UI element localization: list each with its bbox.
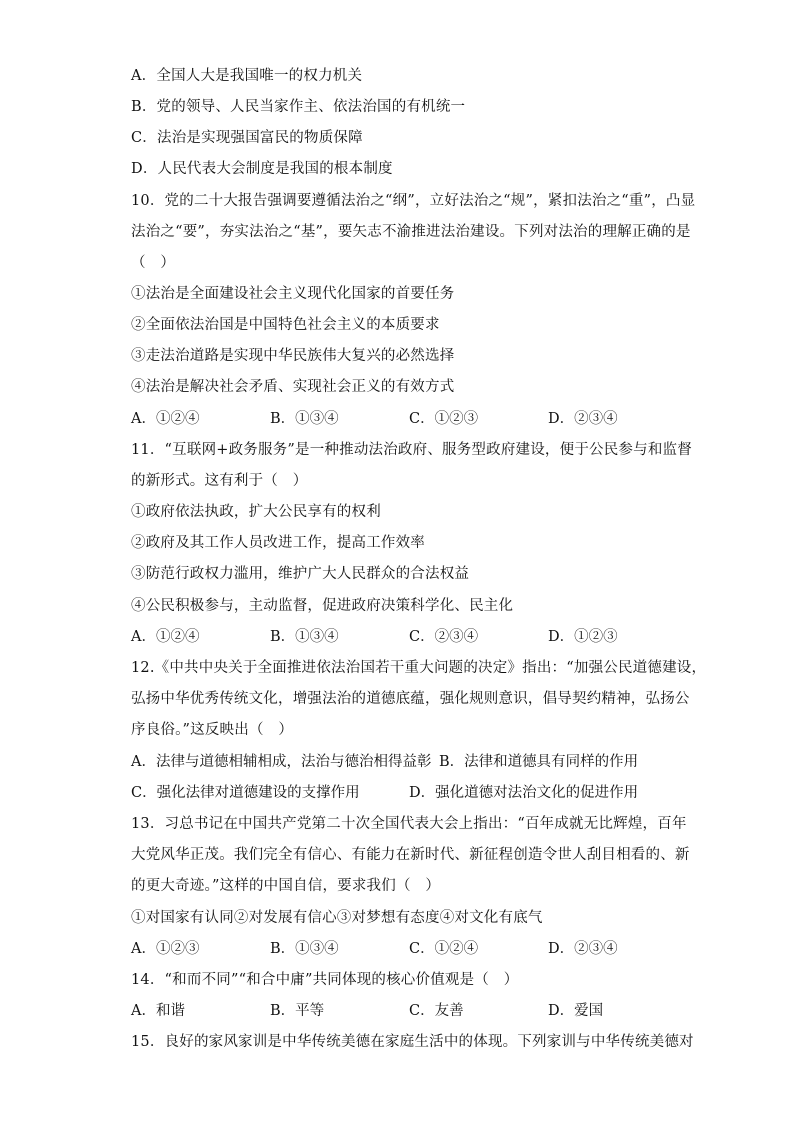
q10-statement-3: ③走法治道路是实现中华民族伟大复兴的必然选择 <box>131 348 455 364</box>
q10-stem-line-3: （ ） <box>131 255 176 271</box>
q10-option-b: B．①③④ <box>270 411 339 427</box>
q15-stem-line-1: 15．良好的家风家训是中华传统美德在家庭生活中的体现。下列家训与中华传统美德对 <box>131 1034 694 1050</box>
q10-option-d: D．②③④ <box>548 411 618 427</box>
q10-statement-2: ②全面依法治国是中国特色社会主义的本质要求 <box>131 317 440 333</box>
q13-option-a: A．①②③ <box>131 941 200 957</box>
q12-option-d: D．强化道德对法治文化的促进作用 <box>409 785 639 801</box>
q11-stem-line-1: 11．“互联网+政务服务”是一种推动法治政府、服务型政府建设，便于公民参与和监督 <box>131 442 692 458</box>
q9-option-b: B．党的领导、人民当家作主、依法治国的有机统一 <box>131 99 466 115</box>
q13-stem-line-1: 13．习总书记在中国共产党第二十次全国代表大会上指出：“百年成就无比辉煌，百年 <box>131 816 687 832</box>
q11-statement-1: ①政府依法执政，扩大公民享有的权利 <box>131 504 381 520</box>
q13-option-d: D．②③④ <box>548 941 618 957</box>
q14-stem: 14．“和而不同”“和合中庸”共同体现的核心价值观是（ ） <box>131 972 519 988</box>
q11-option-d: D．①②③ <box>548 629 618 645</box>
q14-option-a: A．和谐 <box>131 1003 185 1019</box>
q12-stem-line-1: 12.《中共中央关于全面推进依法治国若干重大问题的决定》指出：“加强公民道德建设， <box>131 660 707 676</box>
q13-stem-line-2: 大党风华正茂。我们完全有信心、有能力在新时代、新征程创造令世人刮目相看的、新 <box>131 847 690 863</box>
q13-statement: ①对国家有认同②对发展有信心③对梦想有态度④对文化有底气 <box>131 910 543 926</box>
q10-statement-4: ④法治是解决社会矛盾、实现社会正义的有效方式 <box>131 379 455 395</box>
q14-option-c: C．友善 <box>409 1003 464 1019</box>
q13-option-b: B．①③④ <box>270 941 339 957</box>
q13-option-c: C．①②④ <box>409 941 479 957</box>
q9-option-a: A．全国人大是我国唯一的权力机关 <box>131 68 363 84</box>
q10-stem-line-2: 法治之“要”，夯实法治之“基”，要矢志不渝推进法治建设。下列对法治的理解正确的是 <box>131 224 691 240</box>
q11-option-c: C．②③④ <box>409 629 479 645</box>
q14-option-b: B．平等 <box>270 1003 325 1019</box>
q11-option-b: B．①③④ <box>270 629 339 645</box>
q9-option-d: D．人民代表大会制度是我国的根本制度 <box>131 161 393 177</box>
q11-stem-line-2: 的新形式。这有利于（ ） <box>131 473 308 489</box>
q11-statement-4: ④公民积极参与，主动监督，促进政府决策科学化、民主化 <box>131 598 514 614</box>
q11-statement-2: ②政府及其工作人员改进工作，提高工作效率 <box>131 535 425 551</box>
q10-statement-1: ①法治是全面建设社会主义现代化国家的首要任务 <box>131 286 455 302</box>
q10-option-a: A．①②④ <box>131 411 200 427</box>
q11-option-a: A．①②④ <box>131 629 200 645</box>
q12-stem-line-2: 弘扬中华优秀传统文化，增强法治的道德底蕴，强化规则意识，倡导契约精神，弘扬公 <box>131 691 690 707</box>
q13-stem-line-3: 的更大奇迹。”这样的中国自信，要求我们（ ） <box>131 878 441 894</box>
q9-option-c: C．法治是实现强国富民的物质保障 <box>131 130 363 146</box>
q12-option-a: A．法律与道德相辅相成，法治与德治相得益彰 <box>131 754 432 770</box>
q11-statement-3: ③防范行政权力滥用，维护广大人民群众的合法权益 <box>131 566 470 582</box>
q12-option-b: B．法律和道德具有同样的作用 <box>439 754 639 770</box>
q10-stem-line-1: 10．党的二十大报告强调要遵循法治之“纲”，立好法治之“规”，紧扣法治之“重”，凸显 <box>131 193 696 209</box>
q12-option-c: C．强化法律对道德建设的支撑作用 <box>131 785 360 801</box>
q10-option-c: C．①②③ <box>409 411 479 427</box>
q12-stem-line-3: 序良俗。”这反映出（ ） <box>131 722 294 738</box>
q14-option-d: D．爱国 <box>548 1003 604 1019</box>
